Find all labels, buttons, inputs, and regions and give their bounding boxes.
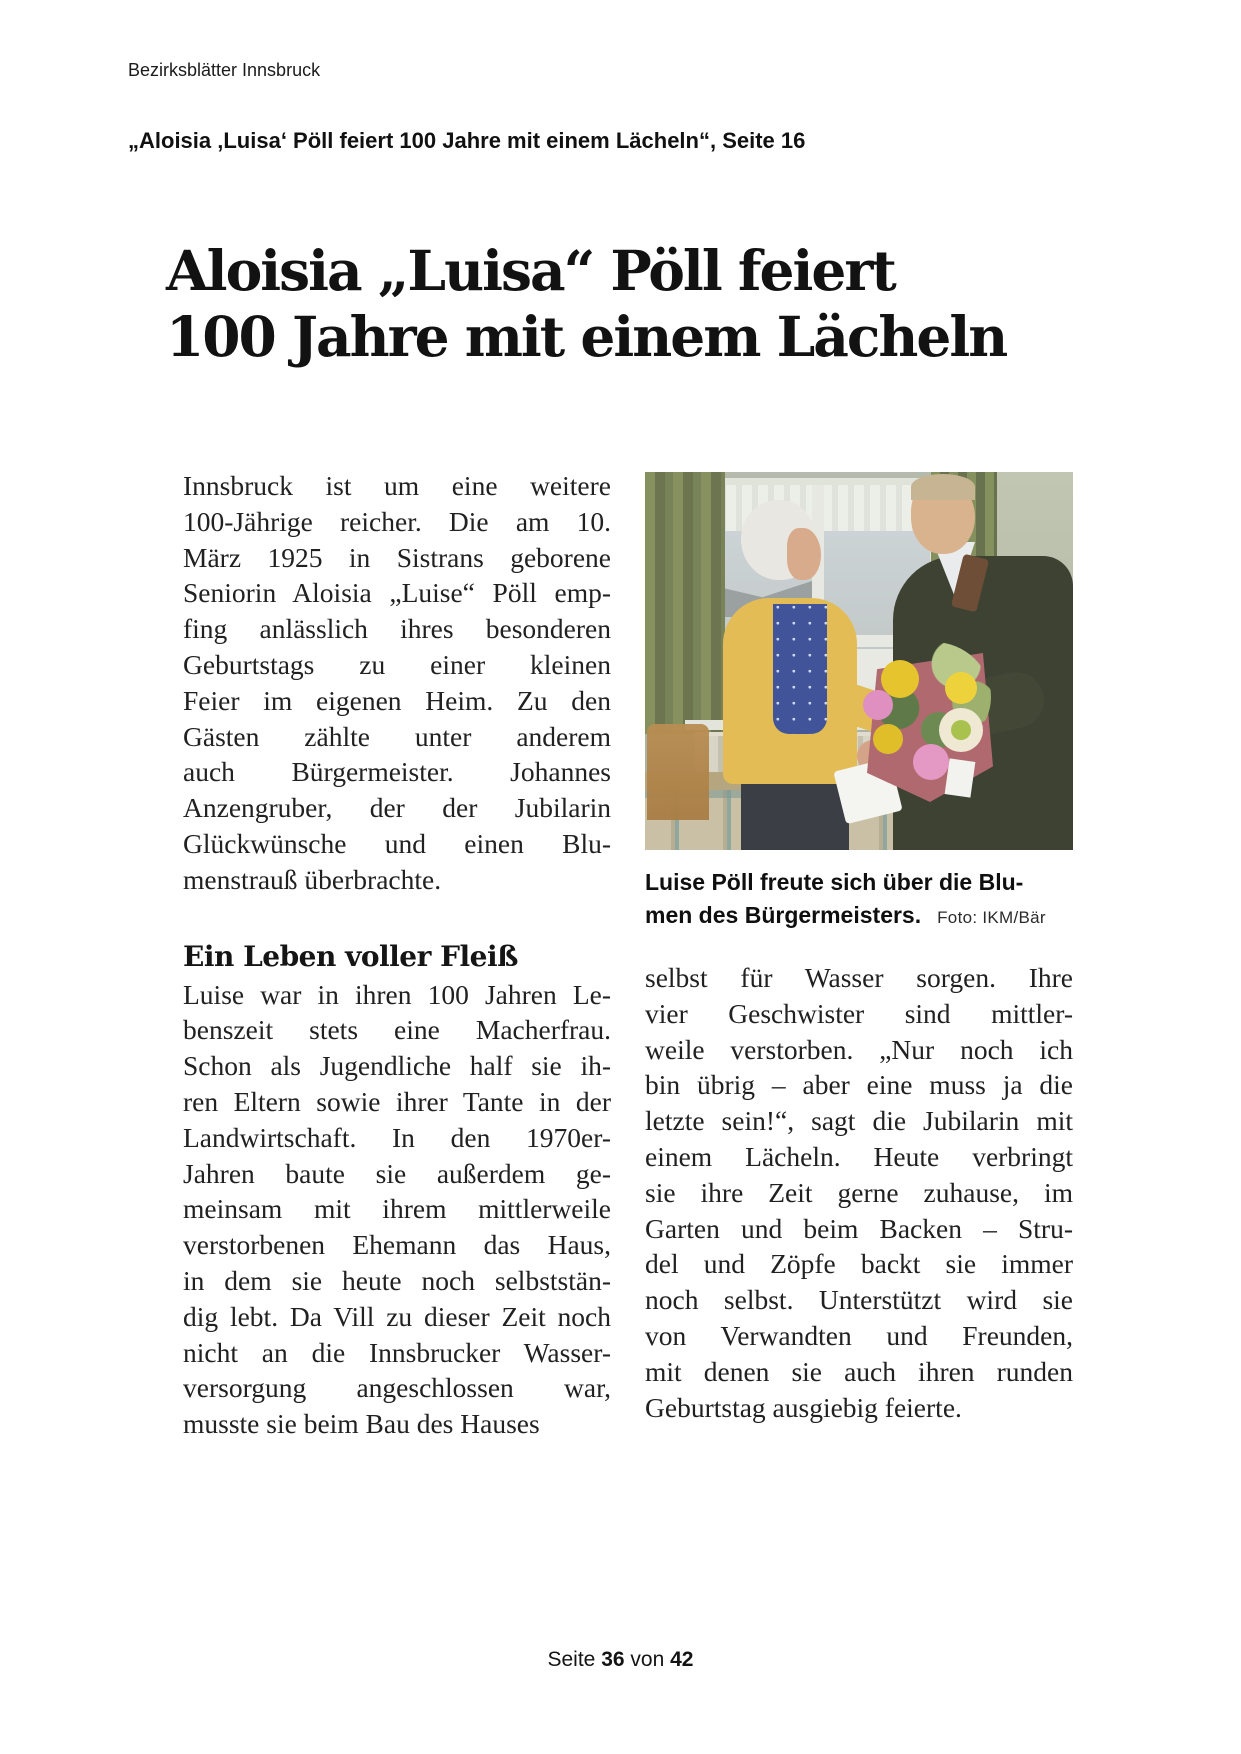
text-line: sie ihre Zeit gerne zuhause, im xyxy=(645,1176,1073,1208)
article-left-column xyxy=(183,468,611,1442)
paragraph-continuation xyxy=(645,960,1073,1425)
page-footer xyxy=(0,1648,1241,1672)
photo-caption xyxy=(645,866,1073,934)
text-line: vier Geschwister sind mittler- xyxy=(645,997,1073,1029)
article-headline xyxy=(166,238,1026,370)
article-photo xyxy=(645,472,1073,850)
text-line: del und Zöpfe backt sie immer xyxy=(645,1248,1073,1280)
text-line: 100-Jährige reicher. Die am 10. xyxy=(183,505,611,537)
text-line: verstorbenen Ehemann das Haus, xyxy=(183,1229,611,1261)
text-line: Jahren baute sie außerdem ge- xyxy=(183,1157,611,1189)
photo-caption-text: men des Bürgermeisters. xyxy=(645,902,922,928)
photo-flower-pink xyxy=(913,744,949,780)
text-line: versorgung angeschlossen war, xyxy=(183,1372,611,1404)
article-right-column xyxy=(645,472,1073,1425)
document-source: Bezirksblätter Innsbruck xyxy=(128,60,321,80)
text-line: Schon als Jugendliche half sie ih- xyxy=(183,1050,611,1082)
text-line: Landwirtschaft. In den 1970er- xyxy=(183,1121,611,1153)
photo-man-hair xyxy=(911,474,975,500)
photo-flower-green-center xyxy=(951,720,971,740)
article-subheading: Ein Leben voller Fleiß xyxy=(183,939,518,973)
text-line: benszeit stets eine Macherfrau. xyxy=(183,1014,611,1046)
photo-woman-blouse xyxy=(773,604,827,734)
text-line: musste sie beim Bau des Hauses xyxy=(183,1408,540,1440)
paragraph-life xyxy=(183,977,611,1442)
text-line: Innsbruck ist um eine weitere xyxy=(183,470,611,501)
photo-flower-yellow xyxy=(945,672,977,704)
text-line: Geburtstag ausgiebig feierte. xyxy=(645,1391,962,1423)
photo-caption-line-1: Luise Pöll freute sich über die Blu- xyxy=(645,869,1024,895)
text-line: dig lebt. Da Vill zu dieser Zeit noch xyxy=(183,1300,611,1332)
text-line: März 1925 in Sistrans geborene xyxy=(183,541,611,573)
photo-flower-yellow xyxy=(873,724,903,754)
photo-bouquet-tag xyxy=(945,758,976,797)
photo-credit: Foto: IKM/Bär xyxy=(937,908,1046,927)
text-line: in dem sie heute noch selbststän- xyxy=(183,1264,611,1296)
footer-total-pages: 42 xyxy=(670,1648,694,1671)
text-line: bin übrig – aber eine muss ja die xyxy=(645,1069,1073,1101)
footer-label-page: Seite xyxy=(547,1648,596,1671)
footer-page-number: 36 xyxy=(601,1648,625,1671)
photo-woman-face xyxy=(787,528,821,580)
text-line: noch selbst. Unterstützt wird sie xyxy=(645,1284,1073,1316)
text-line: Garten und beim Backen – Stru- xyxy=(645,1212,1073,1244)
text-line: einem Lächeln. Heute verbringt xyxy=(645,1140,1073,1172)
text-line: auch Bürgermeister. Johannes xyxy=(183,756,611,788)
text-line: meinsam mit ihrem mittlerweile xyxy=(183,1193,611,1225)
photo-caption-line-2 xyxy=(645,899,1073,934)
text-line: fing anlässlich ihres besonderen xyxy=(183,613,611,645)
headline-line-1: Aloisia „Luisa“ Pöll feiert xyxy=(166,238,895,303)
photo-flower-pink xyxy=(863,690,893,720)
text-line: Geburtstags zu einer kleinen xyxy=(183,648,611,680)
text-line: von Verwandten und Freunden, xyxy=(645,1319,1073,1351)
text-line: mit denen sie auch ihren runden xyxy=(645,1355,1073,1387)
text-line: ren Eltern sowie ihrer Tante in der xyxy=(183,1085,611,1117)
text-line: Seniorin Aloisia „Luise“ Pöll emp- xyxy=(183,577,611,609)
text-line: Anzengruber, der der Jubilarin xyxy=(183,792,611,824)
text-line: selbst für Wasser sorgen. Ihre xyxy=(645,962,1073,993)
text-line: Feier im eigenen Heim. Zu den xyxy=(183,684,611,716)
text-line: Gästen zählte unter anderem xyxy=(183,720,611,752)
footer-label-of: von xyxy=(630,1648,665,1671)
photo-wooden-chair xyxy=(647,724,709,820)
headline-line-2: 100 Jahre mit einem Lächeln xyxy=(166,304,1007,369)
photo-curtain-left xyxy=(645,472,725,734)
text-line: nicht an die Innsbrucker Wasser- xyxy=(183,1336,611,1368)
text-line: Luise war in ihren 100 Jahren Le- xyxy=(183,978,611,1010)
text-line: weile verstorben. „Nur noch ich xyxy=(645,1033,1073,1065)
text-line: menstrauß überbrachte. xyxy=(183,863,442,895)
text-line: letzte sein!“, sagt die Jubilarin mit xyxy=(645,1105,1073,1137)
text-line: Glückwünsche und einen Blu- xyxy=(183,827,611,859)
paragraph-intro xyxy=(183,468,611,898)
document-title-reference: „Aloisia ‚Luisa‘ Pöll feiert 100 Jahre mit einem Lächeln“, Seite 16 xyxy=(128,128,806,153)
